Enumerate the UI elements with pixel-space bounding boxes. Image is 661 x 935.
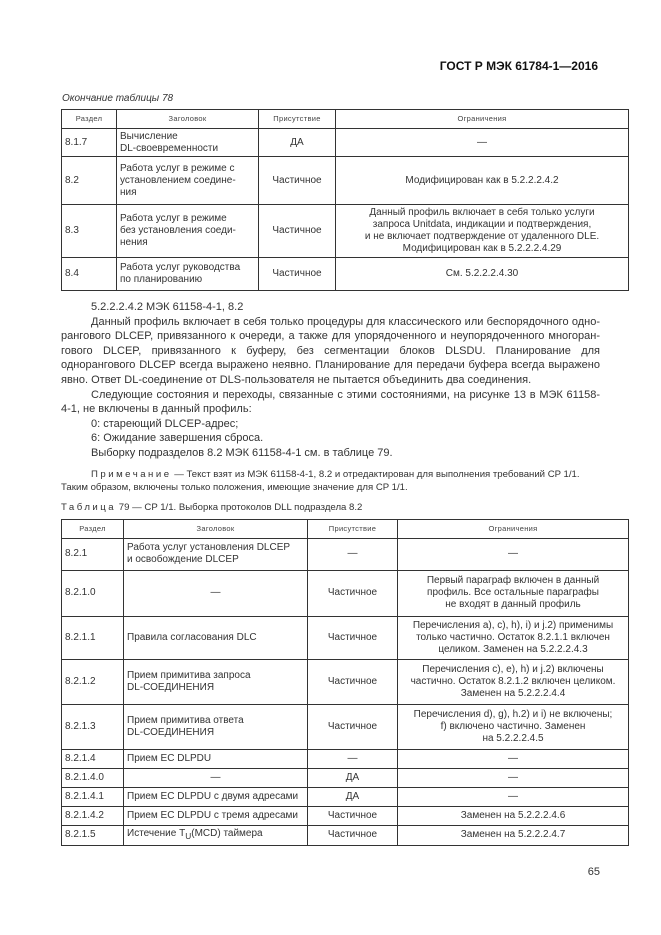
cell-section: 8.2.1.0 [62,570,124,616]
section-heading: 5.2.2.2.4.2 МЭК 61158-4-1, 8.2 [91,301,244,313]
cell-title: Правила согласования DLC [124,616,308,659]
cell-title: — [124,570,308,616]
page-flow [61,300,616,878]
cell-title: Работа услуг установления DLCEP и освобождение DLCEP [124,538,308,570]
table-78-caption: Окончание таблицы 78 [62,93,174,104]
cell-section: 8.1.7 [62,129,117,157]
table-row [62,157,629,205]
table-row [62,806,629,825]
caption-label: Таблица [61,501,117,513]
cell-title: Прием примитива ответа DL-СОЕДИНЕНИЯ [124,704,308,749]
column-header: Присутствие [308,519,398,538]
cell-presence: Частичное [308,570,398,616]
table-row [62,538,629,570]
cell-title: Работа услуг в режиме с установлением соедине- ния [117,157,259,205]
cell-restrictions: Заменен на 5.2.2.2.4.6 [398,806,629,825]
note-label: Примечание [91,468,172,480]
column-header: Ограничения [398,519,629,538]
cell-presence: Частичное [308,825,398,845]
table-header-row [62,110,629,129]
cell-section: 8.2.1.4.2 [62,806,124,825]
table-row [62,258,629,291]
table-row [62,825,629,845]
cell-title: Вычисление DL-своевременности [117,129,259,157]
document-header: ГОСТ Р МЭК 61784-1—2016 [439,59,598,73]
cell-section: 8.2.1.4 [62,749,124,768]
cell-restrictions: — [398,787,629,806]
note [61,468,600,495]
cell-restrictions: — [336,129,629,157]
cell-section: 8.2.1.1 [62,616,124,659]
cell-restrictions: Перечисления d), g), h.2) и i) не включены; f) включено частично. Заменен на 5.2.2.2.4.5 [398,704,629,749]
table-row [62,129,629,157]
cell-title: Прием EC DLPDU с тремя адресами [124,806,308,825]
cell-section: 8.2.1.4.0 [62,768,124,787]
cell-presence: Частичное [308,616,398,659]
table-row [62,704,629,749]
table-79 [61,519,629,846]
table-row [62,570,629,616]
table-78 [61,109,629,291]
cell-section: 8.4 [62,258,117,291]
cell-section: 8.2.1.2 [62,659,124,704]
cell-title: — [124,768,308,787]
cell-section: 8.3 [62,205,117,258]
cell-presence: — [308,749,398,768]
paragraph: Выборку подразделов 8.2 МЭК 61158-4-1 см. в таблице 79. [91,446,393,459]
table-row [62,659,629,704]
cell-presence: ДА [308,768,398,787]
cell-section: 8.2 [62,157,117,205]
paragraph: Следующие состояния и переходы, связанные с этими состояниями, на рисунке 13 в МЭК 61158-4-1, не включены в данный профиль: [61,388,600,416]
list-item: 0: стареющий DLCEP-адрес; [91,417,239,430]
cell-restrictions: — [398,749,629,768]
cell-presence: Частичное [308,806,398,825]
cell-restrictions: Перечисления c), e), h) и j.2) включены частично. Остаток 8.2.1.2 включен целиком. Заменен на 5.2.2.2.4.4 [398,659,629,704]
cell-section: 8.2.1.3 [62,704,124,749]
cell-presence: Частичное [259,205,336,258]
list-item: 6: Ожидание завершения сброса. [91,432,264,445]
column-header: Заголовок [124,519,308,538]
cell-title: Прием примитива запроса DL-СОЕДИНЕНИЯ [124,659,308,704]
cell-section: 8.2.1.5 [62,825,124,845]
cell-restrictions: Данный профиль включает в себя только услуги запроса Unitdata, индикации и подтверждения, и не включает подтверждение от удаленного DLE. Модифицирован как в 5.2.2.2.4.29 [336,205,629,258]
page-number: 65 [587,865,600,878]
cell-presence: Частичное [259,157,336,205]
cell-section: 8.2.1 [62,538,124,570]
cell-title: Истечение $T_U(MCD)$ таймера [124,825,308,845]
cell-presence: Частичное [308,704,398,749]
column-header: Заголовок [117,110,259,129]
table-row [62,616,629,659]
section-body [61,300,600,461]
column-header: Раздел [62,110,117,129]
paragraph: Данный профиль включает в себя только процедуры для классического или беспорядочного одно-рангового DLCEP, привязанного к очереди, а также для упорядоченного и неупорядоченного многоран-гового DLCEP, привязанного к буферу, без сегментации блоков DLSDU. Планирование для однорангового DLCEP всегда выражено неявно. Планирование для передачи буфера всегда выражено явно. Ответ DL-соединение от DLS-пользователя не пытается объединить два соединения. [61,315,600,386]
cell-title: Работа услуг в режиме без установления соеди- нения [117,205,259,258]
cell-restrictions: Первый параграф включен в данный профиль. Все остальные параграфы не входят в данный профиль [398,570,629,616]
note-text: — Текст взят из МЭК 61158-4-1, 8.2 и отредактирован для выполнения требований CP 1/1. Таким образом, включены только положения, имеющие значение для CP 1/1. [61,468,580,494]
cell-restrictions: Заменен на 5.2.2.2.4.7 [398,825,629,845]
cell-restrictions: — [398,768,629,787]
table-row [62,787,629,806]
table-row [62,749,629,768]
table-row [62,768,629,787]
cell-title: Прием EC DLPDU [124,749,308,768]
cell-section: 8.2.1.4.1 [62,787,124,806]
table-header-row [62,519,629,538]
caption-text: 79 — CP 1/1. Выборка протоколов DLL подраздела 8.2 [116,501,363,513]
table-79-caption [61,501,600,514]
cell-presence: ДА [259,129,336,157]
cell-title: Работа услуг руководства по планированию [117,258,259,291]
column-header: Раздел [62,519,124,538]
cell-restrictions: См. 5.2.2.2.4.30 [336,258,629,291]
cell-restrictions: Модифицирован как в 5.2.2.2.4.2 [336,157,629,205]
cell-presence: Частичное [259,258,336,291]
cell-restrictions: — [398,538,629,570]
cell-presence: ДА [308,787,398,806]
column-header: Ограничения [336,110,629,129]
cell-title: Прием EC DLPDU с двумя адресами [124,787,308,806]
cell-restrictions: Перечисления a), c), h), i) и j.2) применимы только частично. Остаток 8.2.1.1 включен целиком. Заменен на 5.2.2.2.4.3 [398,616,629,659]
table-row [62,205,629,258]
column-header: Присутствие [259,110,336,129]
cell-presence: — [308,538,398,570]
cell-presence: Частичное [308,659,398,704]
